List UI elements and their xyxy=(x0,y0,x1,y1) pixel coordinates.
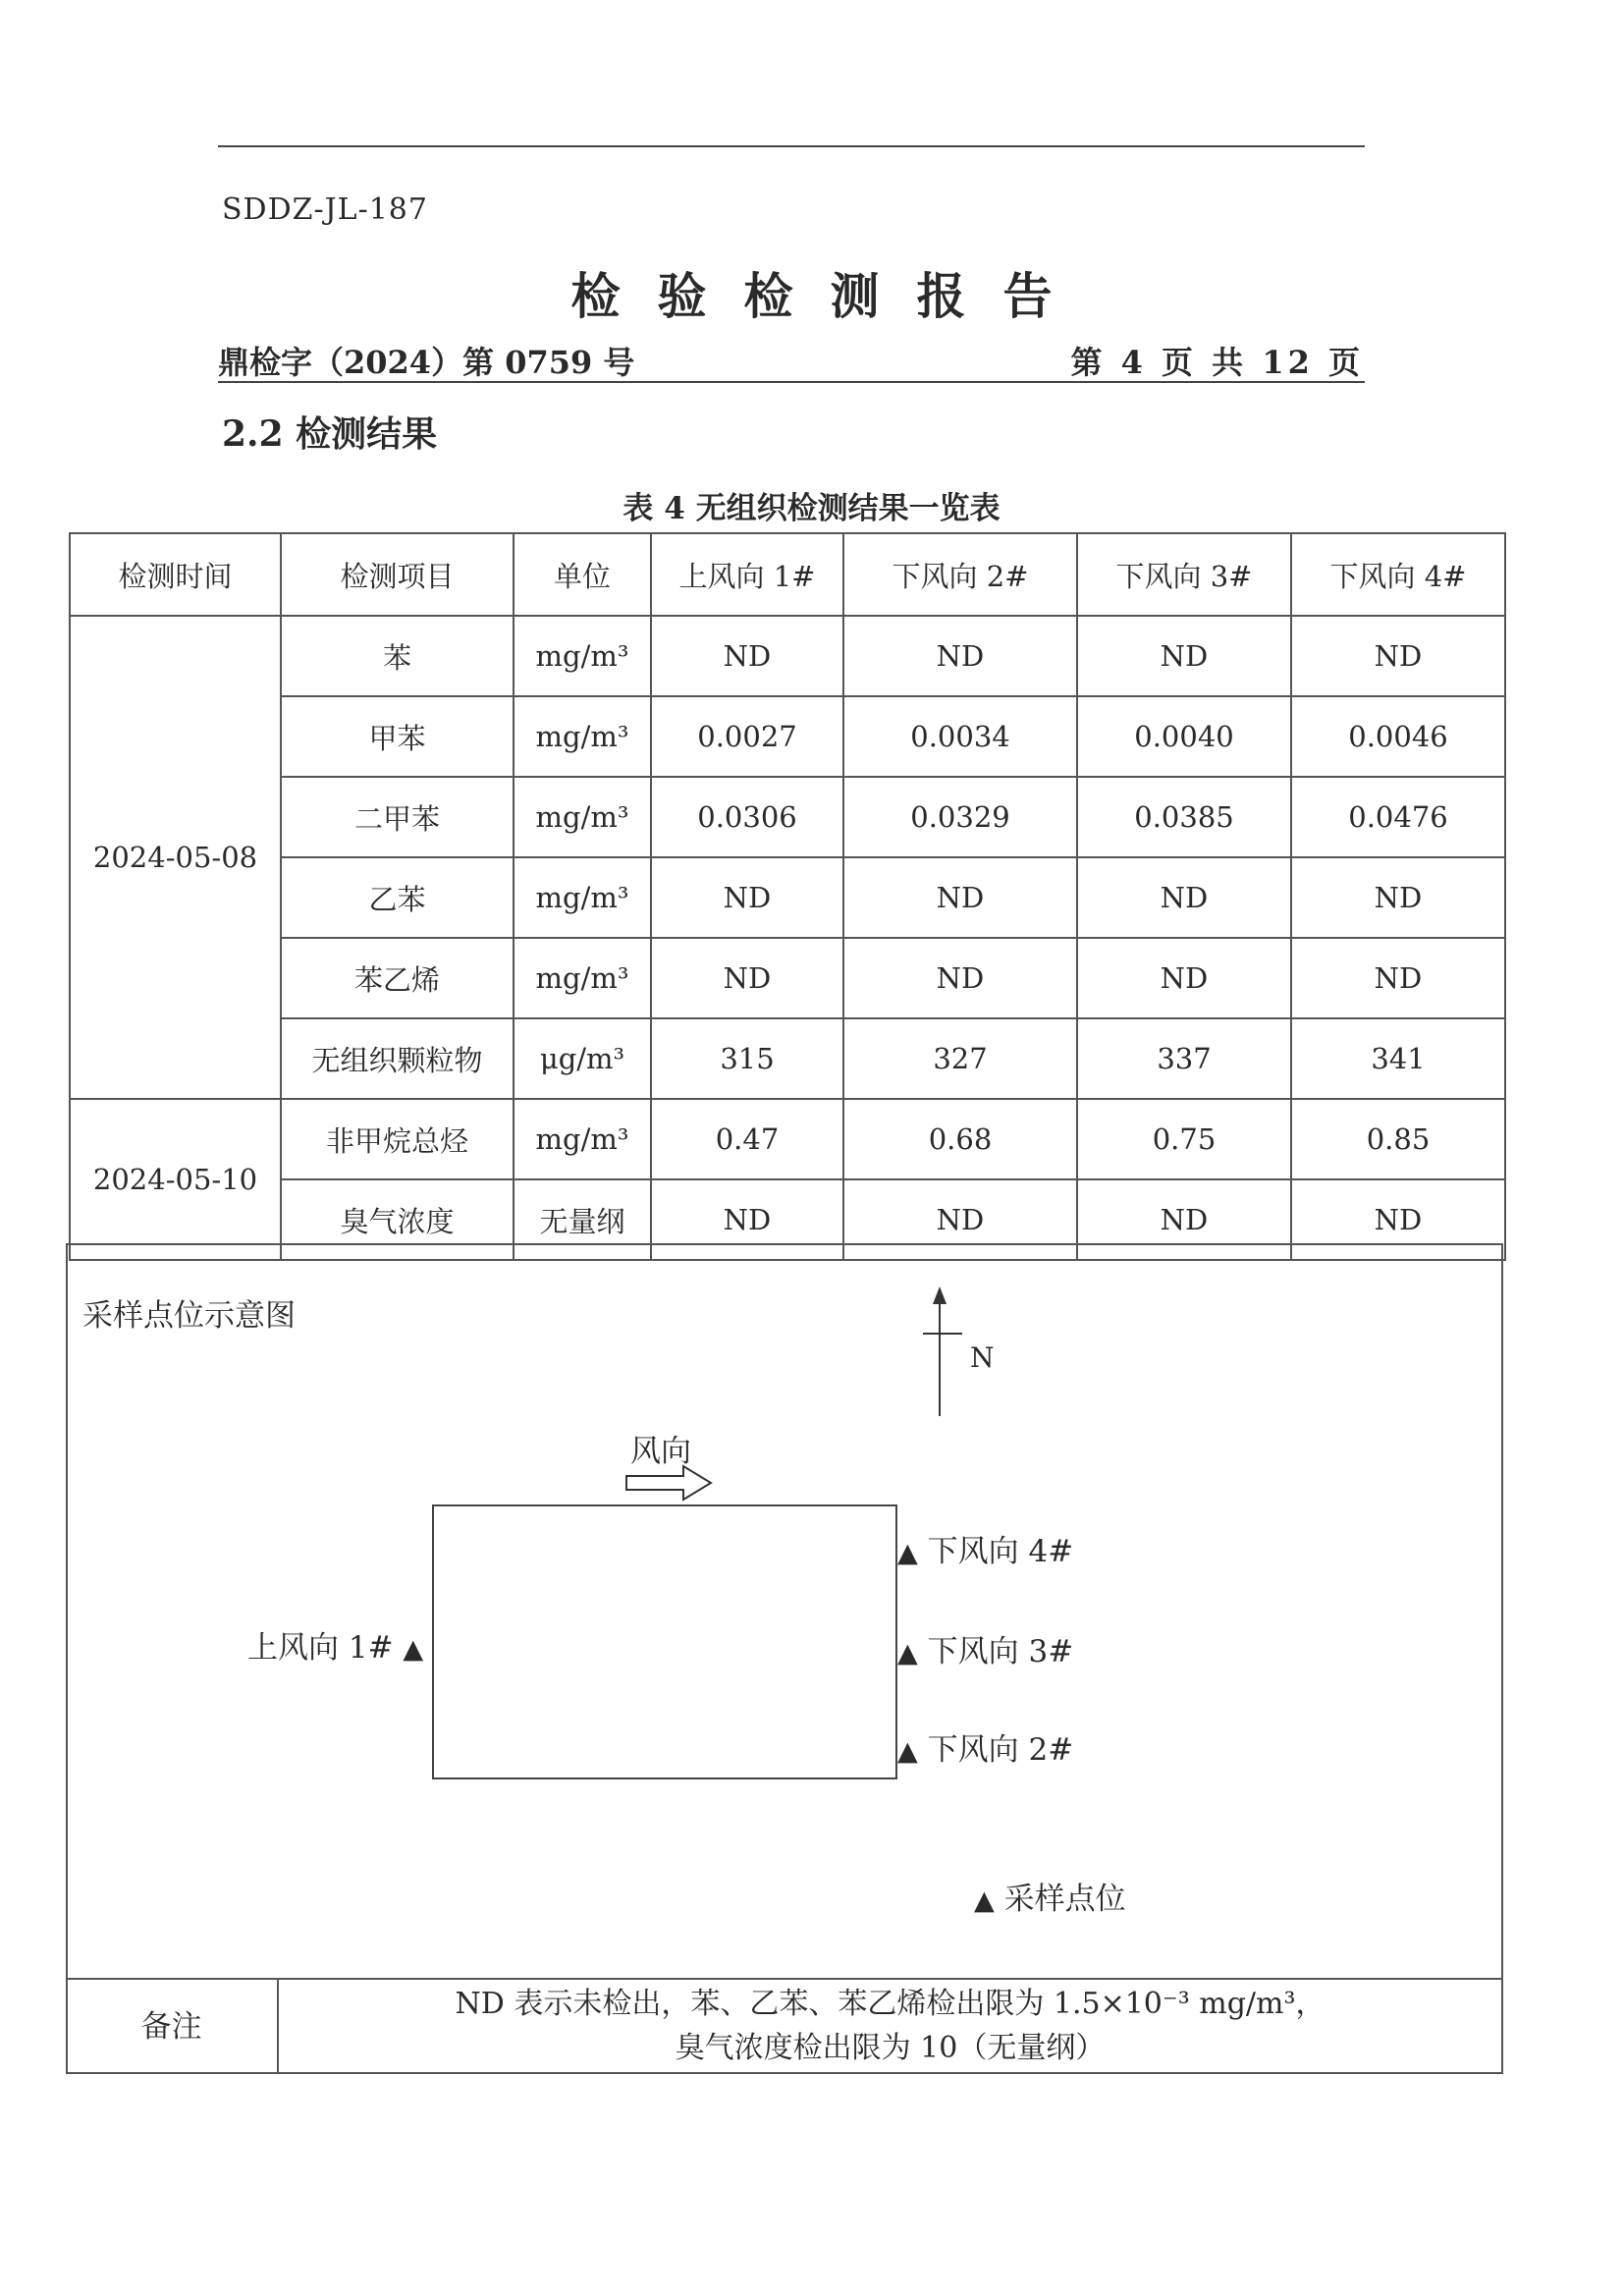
value-cell: 341 xyxy=(1291,1018,1505,1099)
item-cell: 二甲苯 xyxy=(281,777,514,857)
value-cell: 0.47 xyxy=(651,1099,843,1179)
report-number: 鼎检字（2024）第 0759 号 xyxy=(218,344,635,381)
notes-line-1: ND 表示未检出，苯、乙苯、苯乙烯检出限为 1.5×10⁻³ mg/m³， xyxy=(455,1987,1325,2021)
wind-label: 风向 xyxy=(630,1434,691,1469)
table-caption: 表 4 无组织检测结果一览表 xyxy=(622,491,1001,526)
value-cell: ND xyxy=(651,857,843,938)
item-cell: 臭气浓度 xyxy=(281,1179,514,1260)
value-cell: 0.0034 xyxy=(843,696,1077,777)
table-row xyxy=(70,696,1505,777)
value-cell: 0.75 xyxy=(1077,1099,1291,1179)
top-rule xyxy=(218,145,1365,147)
table-row xyxy=(70,938,1505,1018)
point-downwind-2 xyxy=(897,1724,1073,1769)
value-cell: 0.0476 xyxy=(1291,777,1505,857)
value-cell: ND xyxy=(843,857,1077,938)
unit-cell: mg/m³ xyxy=(514,857,651,938)
value-cell: 0.0385 xyxy=(1077,777,1291,857)
table-row xyxy=(70,1099,1505,1179)
unit-cell: μg/m³ xyxy=(514,1018,651,1099)
results-table xyxy=(69,532,1506,1261)
legend xyxy=(974,1874,1126,1918)
sampling-point-marker-icon: ▲ xyxy=(897,1736,918,1767)
header-cell: 检测时间 xyxy=(70,533,281,616)
item-cell: 苯 xyxy=(281,616,514,696)
item-cell: 非甲烷总烃 xyxy=(281,1099,514,1179)
value-cell: ND xyxy=(1291,857,1505,938)
header-cell: 检测项目 xyxy=(281,533,514,616)
item-cell: 甲苯 xyxy=(281,696,514,777)
value-cell: ND xyxy=(1077,938,1291,1018)
value-cell: ND xyxy=(651,1179,843,1260)
date-cell: 2024-05-08 xyxy=(70,616,281,1099)
value-cell: ND xyxy=(1291,938,1505,1018)
sampling-point-marker-icon: ▲ xyxy=(403,1634,424,1665)
section-title: 2.2 检测结果 xyxy=(222,413,438,455)
site-boundary xyxy=(432,1504,897,1779)
value-cell: 0.0027 xyxy=(651,696,843,777)
unit-cell: mg/m³ xyxy=(514,938,651,1018)
point-label: 下风向 4# xyxy=(927,1534,1074,1569)
value-cell: 327 xyxy=(843,1018,1077,1099)
unit-cell: mg/m³ xyxy=(514,696,651,777)
value-cell: 0.68 xyxy=(843,1099,1077,1179)
value-cell: 0.0329 xyxy=(843,777,1077,857)
notes-text xyxy=(279,1982,1501,2070)
value-cell: ND xyxy=(1077,1179,1291,1260)
table-row xyxy=(70,616,1505,696)
point-downwind-3 xyxy=(897,1626,1073,1670)
value-cell: 0.0046 xyxy=(1291,696,1505,777)
header-cell: 下风向 3# xyxy=(1077,533,1291,616)
value-cell: ND xyxy=(843,616,1077,696)
page-info: 第 4 页 共 12 页 xyxy=(1070,344,1364,381)
notes-line-2: 臭气浓度检出限为 10（无量纲） xyxy=(675,2031,1106,2065)
legend-label: 采样点位 xyxy=(1003,1882,1126,1917)
report-title: 检验检测报告 xyxy=(570,267,1090,325)
date-cell: 2024-05-10 xyxy=(70,1099,281,1260)
point-upwind-1 xyxy=(247,1622,423,1667)
north-label: N xyxy=(970,1341,995,1374)
value-cell: ND xyxy=(843,1179,1077,1260)
header-rule xyxy=(218,381,1365,383)
point-label: 下风向 3# xyxy=(927,1634,1074,1669)
table-row xyxy=(70,1018,1505,1099)
sampling-point-marker-icon: ▲ xyxy=(974,1886,995,1916)
document-code: SDDZ-JL-187 xyxy=(222,192,428,227)
unit-cell: mg/m³ xyxy=(514,777,651,857)
header-cell: 上风向 1# xyxy=(651,533,843,616)
value-cell: 0.0040 xyxy=(1077,696,1291,777)
item-cell: 苯乙烯 xyxy=(281,938,514,1018)
header-cell: 下风向 4# xyxy=(1291,533,1505,616)
table-header-row xyxy=(70,533,1505,616)
value-cell: ND xyxy=(1291,1179,1505,1260)
notes-label: 备注 xyxy=(140,2009,202,2045)
unit-cell: mg/m³ xyxy=(514,1099,651,1179)
point-downwind-4 xyxy=(897,1526,1073,1570)
value-cell: ND xyxy=(651,938,843,1018)
table-row xyxy=(70,857,1505,938)
sampling-point-marker-icon: ▲ xyxy=(897,1638,918,1668)
value-cell: 337 xyxy=(1077,1018,1291,1099)
value-cell: 315 xyxy=(651,1018,843,1099)
item-cell: 无组织颗粒物 xyxy=(281,1018,514,1099)
value-cell: ND xyxy=(1291,616,1505,696)
value-cell: ND xyxy=(651,616,843,696)
value-cell: ND xyxy=(843,938,1077,1018)
header-cell: 单位 xyxy=(514,533,651,616)
diagram-title: 采样点位示意图 xyxy=(82,1298,296,1334)
value-cell: ND xyxy=(1077,616,1291,696)
unit-cell: 无量纲 xyxy=(514,1179,651,1260)
header-cell: 下风向 2# xyxy=(843,533,1077,616)
unit-cell: mg/m³ xyxy=(514,616,651,696)
value-cell: ND xyxy=(1077,857,1291,938)
sampling-point-marker-icon: ▲ xyxy=(897,1538,918,1568)
item-cell: 乙苯 xyxy=(281,857,514,938)
value-cell: 0.0306 xyxy=(651,777,843,857)
table-row xyxy=(70,777,1505,857)
point-label: 下风向 2# xyxy=(927,1732,1074,1768)
point-label: 上风向 1# xyxy=(247,1630,394,1666)
wind-direction-arrow-icon xyxy=(624,1463,723,1503)
value-cell: 0.85 xyxy=(1291,1099,1505,1179)
